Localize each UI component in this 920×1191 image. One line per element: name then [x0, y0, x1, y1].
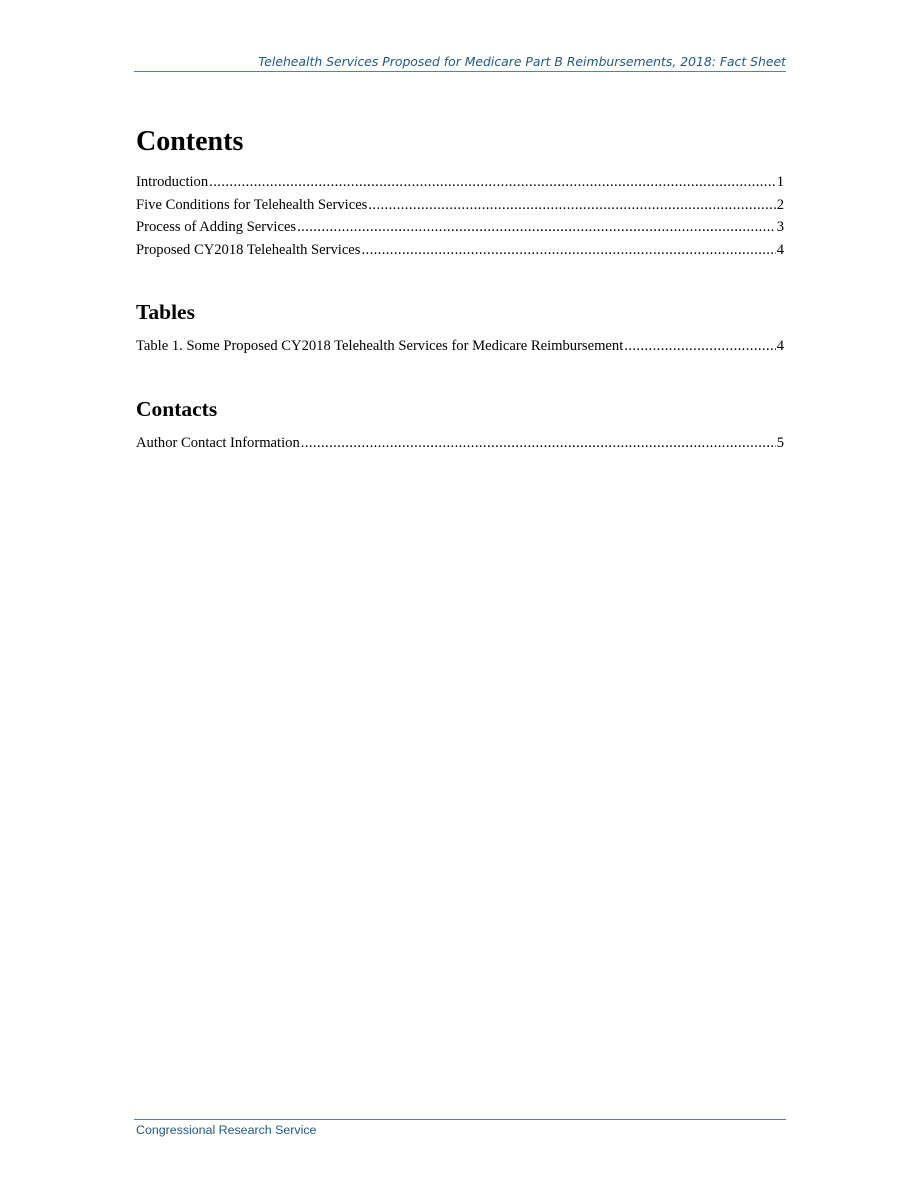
dot-leader	[297, 216, 776, 239]
toc-page-number: 5	[776, 434, 784, 451]
toc-entry-title: Five Conditions for Telehealth Services	[136, 196, 368, 213]
toc-page-number: 2	[776, 196, 784, 213]
toc-entry-author-contact[interactable]	[136, 432, 784, 455]
contents-heading: Contents	[136, 126, 244, 157]
toc-page-number: 4	[776, 241, 784, 258]
toc-page-number: 1	[776, 174, 784, 190]
toc-page-number: 3	[776, 219, 784, 235]
contacts-list	[136, 432, 784, 455]
contents-list	[136, 171, 784, 261]
toc-entry-title: Proposed CY2018 Telehealth Services	[136, 241, 361, 258]
toc-entry-five-conditions[interactable]	[136, 194, 784, 217]
dot-leader	[209, 171, 776, 194]
toc-entry-table-1[interactable]	[136, 335, 784, 358]
toc-page-number: 4	[776, 338, 784, 354]
dot-leader	[368, 194, 775, 217]
toc-entry-process-adding-services[interactable]	[136, 216, 784, 239]
toc-entry-title: Table 1. Some Proposed CY2018 Telehealth Services for Medicare Reimbursement	[136, 338, 624, 354]
toc-entry-title: Process of Adding Services	[136, 219, 297, 235]
table-of-contents	[136, 124, 784, 454]
dot-leader	[361, 239, 775, 262]
toc-entry-title: Introduction	[136, 174, 209, 190]
footer-org: Congressional Research Service	[136, 1123, 317, 1137]
footer-rule	[134, 1119, 786, 1120]
toc-entry-proposed-services[interactable]	[136, 239, 784, 262]
tables-list	[136, 335, 784, 358]
tables-heading: Tables	[136, 300, 195, 324]
toc-entry-title: Author Contact Information	[136, 434, 300, 451]
contacts-heading: Contacts	[136, 396, 218, 421]
dot-leader	[301, 432, 776, 455]
toc-entry-introduction[interactable]	[136, 171, 784, 194]
running-header: Telehealth Services Proposed for Medicare Part B Reimbursements, 2018: Fact Sheet	[134, 54, 786, 72]
dot-leader	[624, 335, 775, 358]
